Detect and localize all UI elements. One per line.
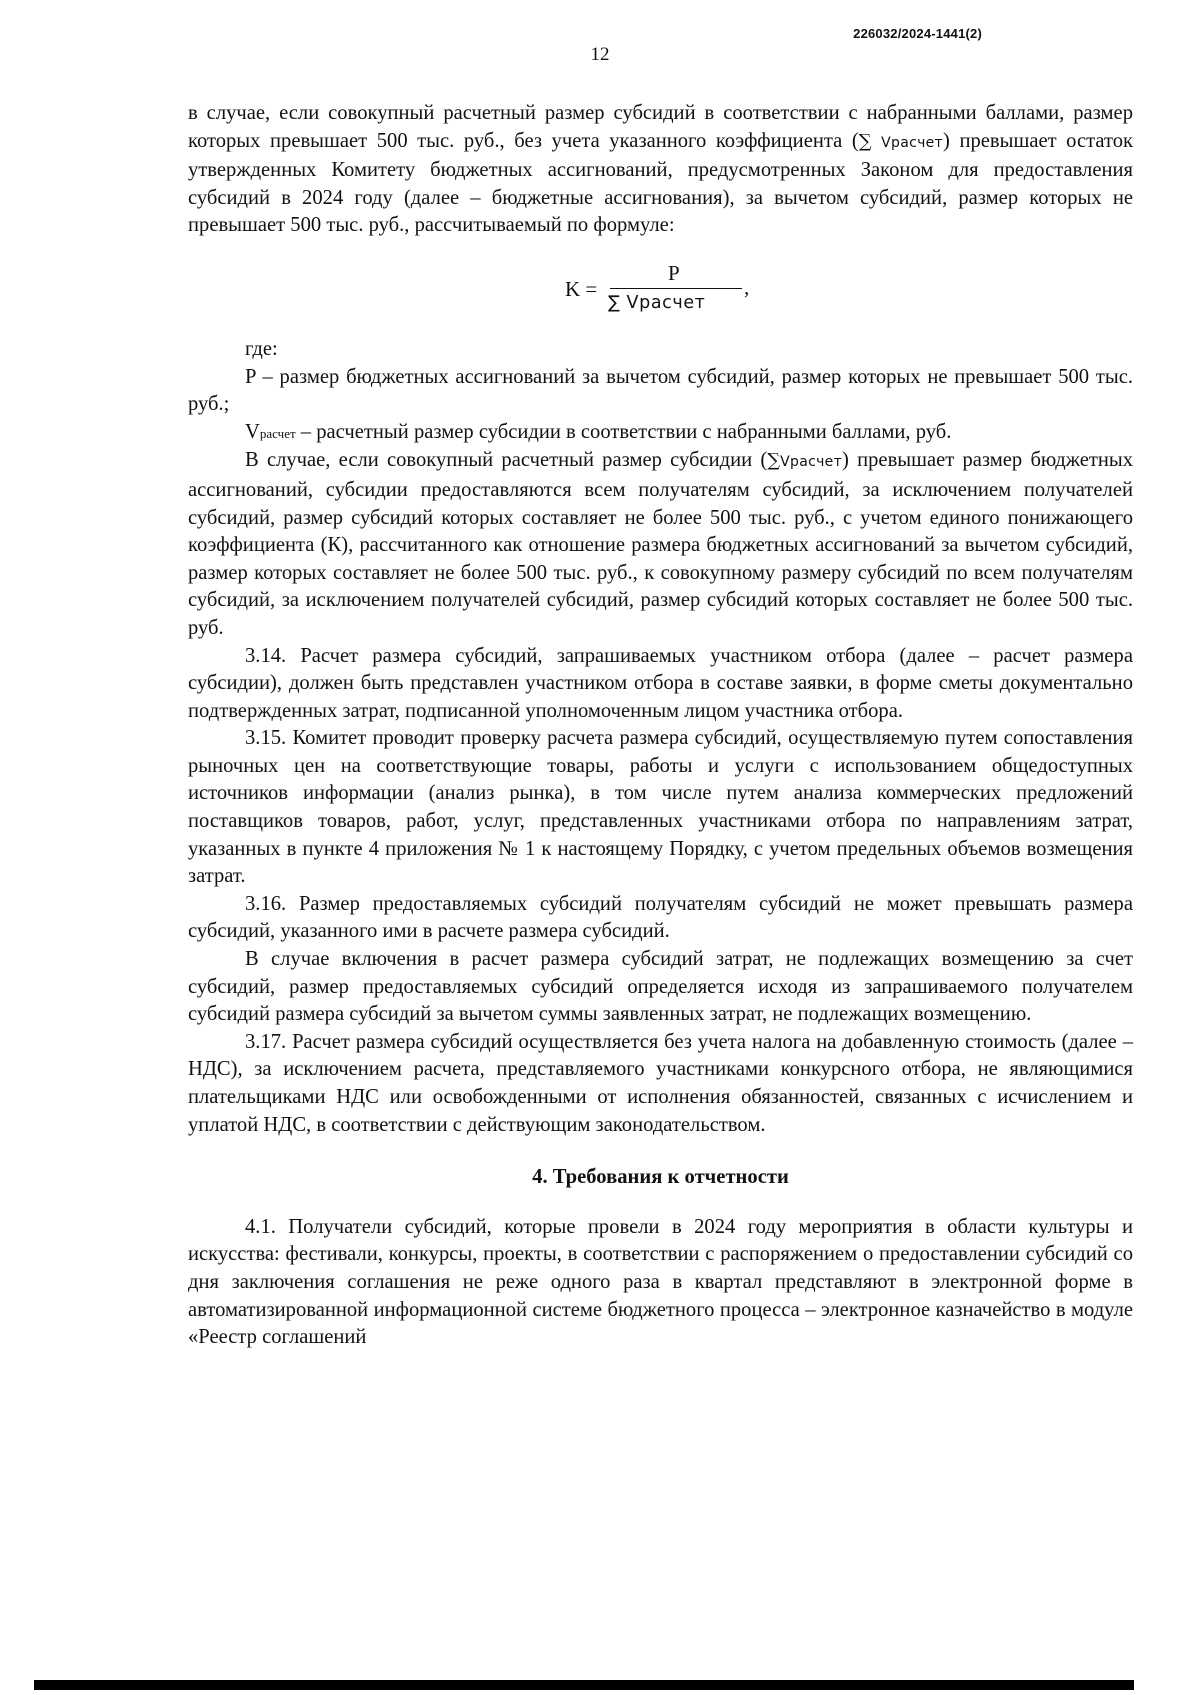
- paragraph-condition: [188, 100, 1133, 240]
- paragraph-text: в случае, если совокупный расчетный размер субсидий в соответствии с набранными баллами, размер которых превышает 500 тыс. руб., без учета указанного коэффициента (: [188, 102, 1133, 152]
- v-symbol: V: [245, 420, 260, 443]
- paragraph-reduction-coefficient: [188, 447, 1133, 642]
- paragraph-3-14: 3.14. Расчет размера субсидий, запрашиваемых участником отбора (далее – расчет размера субсидии), должен быть представлен участником отбора в составе заявки, в форме сметы документально подтвержденных затрат, подписанной уполномоченным лицом участника отбора.: [188, 644, 1133, 722]
- sum-variable: Vрасчет: [881, 134, 944, 151]
- paragraph-3-17: 3.17. Расчет размера субсидий осуществляется без учета налога на добавленную стоимость (далее – НДС), за исключением расчета, представляемого участниками конкурсного отбора, не являющимися плательщиками НДС или освобожденными от исполнения обязанностей, связанных с исчислением и уплатой НДС, в соответствии с действующим законодательством.: [188, 1030, 1133, 1136]
- paragraph-4-1: 4.1. Получатели субсидий, которые провели в 2024 году мероприятия в области культуры и искусства: фестивали, конкурсы, проекты, в соответствии с распоряжением о предоставлении субсидий со дня заключения соглашения не реже одного раза в квартал представляют в электронной форме в автоматизированной информационной системе бюджетного процесса – электронное казначейство в модуле «Реестр соглашений: [188, 1215, 1133, 1349]
- where-label: где:: [245, 337, 278, 360]
- sigma-symbol: ∑: [858, 130, 872, 152]
- v-definition-text: – расчетный размер субсидии в соответствии с набранными баллами, руб.: [295, 420, 952, 443]
- sum-variable: Vрасчет: [780, 454, 843, 471]
- definition-p: P – размер бюджетных ассигнований за вычетом субсидий, размер которых не превышает 500 тыс. руб.;: [188, 365, 1133, 416]
- paragraph-text: ) превышает остаток утвержденных Комитету бюджетных ассигнований, предусмотренных Законом для предоставления субсидий в 2024 году (далее – бюджетные ассигнования), за вычетом субсидий, размер которых не превышает 500 тыс. руб., рассчитываемый по формуле:: [188, 129, 1133, 237]
- fraction-bar: [610, 288, 742, 289]
- paragraph-text: В случае, если совокупный расчетный размер субсидии (: [245, 449, 768, 472]
- scan-edge-bar: [34, 1680, 1134, 1690]
- formula-trailing-comma: ,: [744, 274, 750, 299]
- paragraph-3-15: 3.15. Комитет проводит проверку расчета размера субсидий, осуществляемую путем сопоставления рыночных цен на соответствующие товары, работы и услуги с использованием общедоступных источников информации (анализ рынка), в том числе путем анализа коммерческих предложений поставщиков товаров, работ, услуг, представленных участниками отбора по направлениям затрат, указанных в пункте 4 приложения № 1 к настоящему Порядку, с учетом предельных объемов возмещения затрат.: [188, 727, 1133, 888]
- document-registration-number: 226032/2024-1441(2): [853, 26, 982, 41]
- v-subscript: расчет: [259, 425, 296, 441]
- document-body: [188, 100, 1133, 1352]
- formula-denominator: ∑ Vрасчет: [608, 292, 706, 313]
- sigma-symbol: ∑: [767, 450, 781, 472]
- paragraph-3-16: 3.16. Размер предоставляемых субсидий получателям субсидий не может превышать размера субсидий, указанного ими в расчете размера субсидий.: [188, 892, 1133, 943]
- paragraph-3-16-continued: В случае включения в расчет размера субсидий затрат, не подлежащих возмещению за счет субсидий, размер предоставляемых субсидий определяется исходя из запрашиваемого получателем субсидий размера субсидий за вычетом суммы заявленных затрат, не подлежащих возмещению.: [188, 948, 1133, 1026]
- page-number: 12: [590, 44, 610, 65]
- formula-lhs: K =: [565, 276, 598, 301]
- formula-numerator: P: [668, 260, 680, 285]
- definition-v: [188, 419, 1133, 448]
- paragraph-text: ) превышает размер бюджетных ассигнований, субсидии предоставляются всем получателям субсидий, за исключением получателей субсидий, размер субсидий которых составляет не более 500 тыс. руб., с учетом единого понижающего коэффициента (К), рассчитанного как отношение размера бюджетных ассигнований за вычетом субсидий, размер которых составляет не более 500 тыс. руб., к совокупному размеру субсидий по всем получателям субсидий, за исключением получателей субсидий, размер субсидий которых составляет не более 500 тыс. руб.: [188, 449, 1133, 639]
- section-heading-reporting: 4. Требования к отчетности: [532, 1166, 789, 1189]
- coefficient-formula: [188, 258, 1133, 336]
